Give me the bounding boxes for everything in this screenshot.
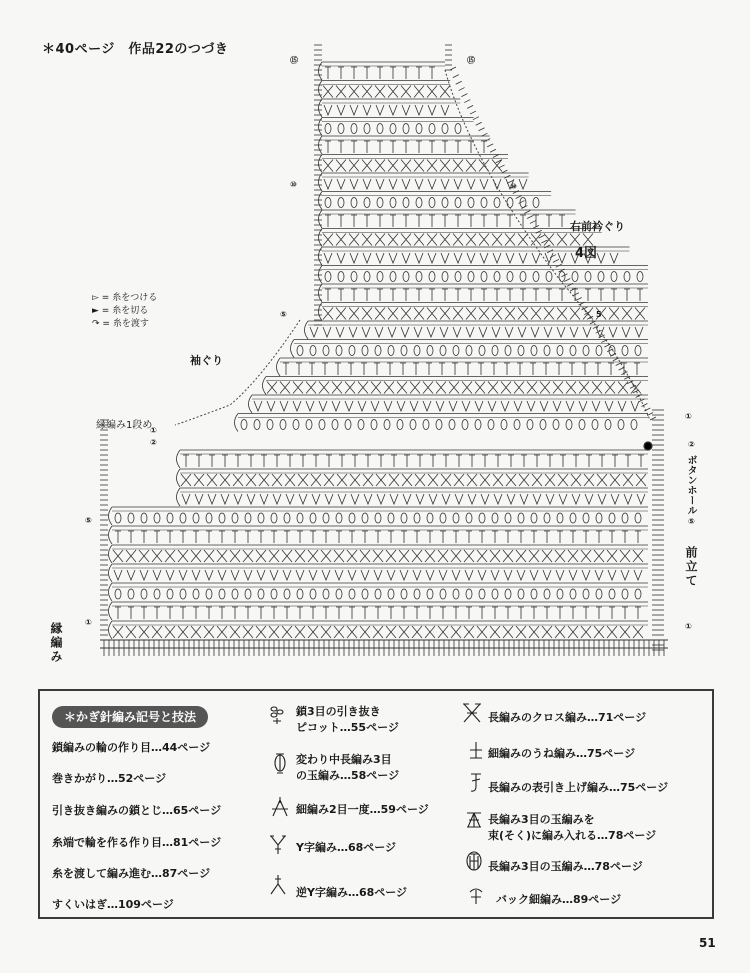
edging-label: 縁編み (49, 622, 63, 664)
technique-item: Y字編み…68ページ (296, 841, 397, 854)
row-marker: ⑩ (510, 182, 517, 191)
row-marker: 5 (596, 310, 602, 319)
front-band-label: 前立て (684, 546, 698, 588)
technique-item: 長編みの表引き上げ編み…75ページ (488, 781, 669, 794)
row-marker: ① (85, 618, 92, 627)
technique-item: 鎖3目の引き抜き (296, 705, 381, 718)
crossed-dc-icon (462, 702, 482, 724)
technique-item: 引き抜き編みの鎖とじ…65ページ (52, 804, 222, 817)
row-marker: ⑮ (290, 56, 298, 65)
page-header: ＊40ページ 作品22のつづき (42, 42, 229, 57)
yarn-legend (92, 292, 157, 331)
row-marker: ② (688, 440, 695, 449)
figure-label: 4図 (575, 246, 598, 261)
edging-row-label: 縁編み1段め (96, 420, 153, 431)
carry-yarn-icon: ↷ (92, 319, 100, 329)
picot-icon (268, 704, 288, 726)
dc3-cluster-bundle-icon (464, 810, 484, 832)
technique-item: すくいはぎ…109ページ (52, 898, 174, 911)
technique-item: 糸端で輪を作る作り目…81ページ (52, 836, 222, 849)
inverted-y-stitch-icon (268, 874, 288, 896)
row-marker: ⑤ (280, 310, 287, 319)
row-marker: ① (685, 412, 692, 421)
legend-carry-yarn: ↷ = 糸を渡す (92, 319, 149, 329)
y-stitch-icon (268, 833, 288, 855)
neckline-label: 右前衿ぐり (570, 220, 625, 233)
technique-item: 細編みのうね編み…75ページ (488, 747, 636, 760)
reverse-sc-icon (466, 884, 486, 906)
legend-join-yarn: ▻ = 糸をつける (92, 293, 158, 303)
technique-item: バック細編み…89ページ (496, 893, 622, 906)
technique-item: 長編みのクロス編み…71ページ (488, 711, 647, 724)
dc3-cluster-icon (464, 850, 484, 872)
technique-item: 長編み3目の玉編み…78ページ (488, 860, 643, 873)
row-marker: ① (150, 426, 157, 435)
legend-cut-yarn: ► = 糸を切る (92, 306, 149, 316)
technique-item: 鎖編みの輪の作り目…44ページ (52, 741, 211, 754)
page-number: 51 (699, 936, 716, 950)
row-marker: ① (685, 622, 692, 631)
join-yarn-icon: ▻ (92, 293, 99, 303)
technique-item: 巻きかがり…52ページ (52, 772, 167, 785)
cut-yarn-icon: ► (92, 306, 99, 316)
technique-item: 細編み2目一度…59ページ (296, 803, 429, 816)
buttonhole-label: ボタンホール (685, 455, 696, 515)
row-marker: ⑮ (467, 56, 475, 65)
technique-item: 長編み3目の玉編みを (488, 813, 595, 826)
armhole-label: 袖ぐり (190, 354, 223, 367)
row-marker: ⑤ (688, 517, 695, 526)
technique-item: 変わり中長編み3目 (296, 753, 392, 766)
technique-item: 束(そく)に編み入れる…78ページ (488, 829, 657, 842)
sc-ridge-icon (466, 740, 486, 762)
row-marker: ⑩ (290, 180, 297, 189)
technique-item: 糸を渡して編み進む…87ページ (52, 867, 211, 880)
puff-stitch-icon (270, 752, 290, 774)
technique-item: ピコット…55ページ (296, 721, 399, 734)
front-post-dc-icon (466, 772, 486, 794)
technique-item: 逆Y字編み…68ページ (296, 886, 408, 899)
technique-item: の玉編み…58ページ (296, 769, 400, 782)
techniques-title: ＊かぎ針編み記号と技法 (52, 706, 208, 728)
sc2tog-icon (270, 797, 290, 819)
row-marker: ② (150, 438, 157, 447)
row-marker: ⑤ (85, 516, 92, 525)
